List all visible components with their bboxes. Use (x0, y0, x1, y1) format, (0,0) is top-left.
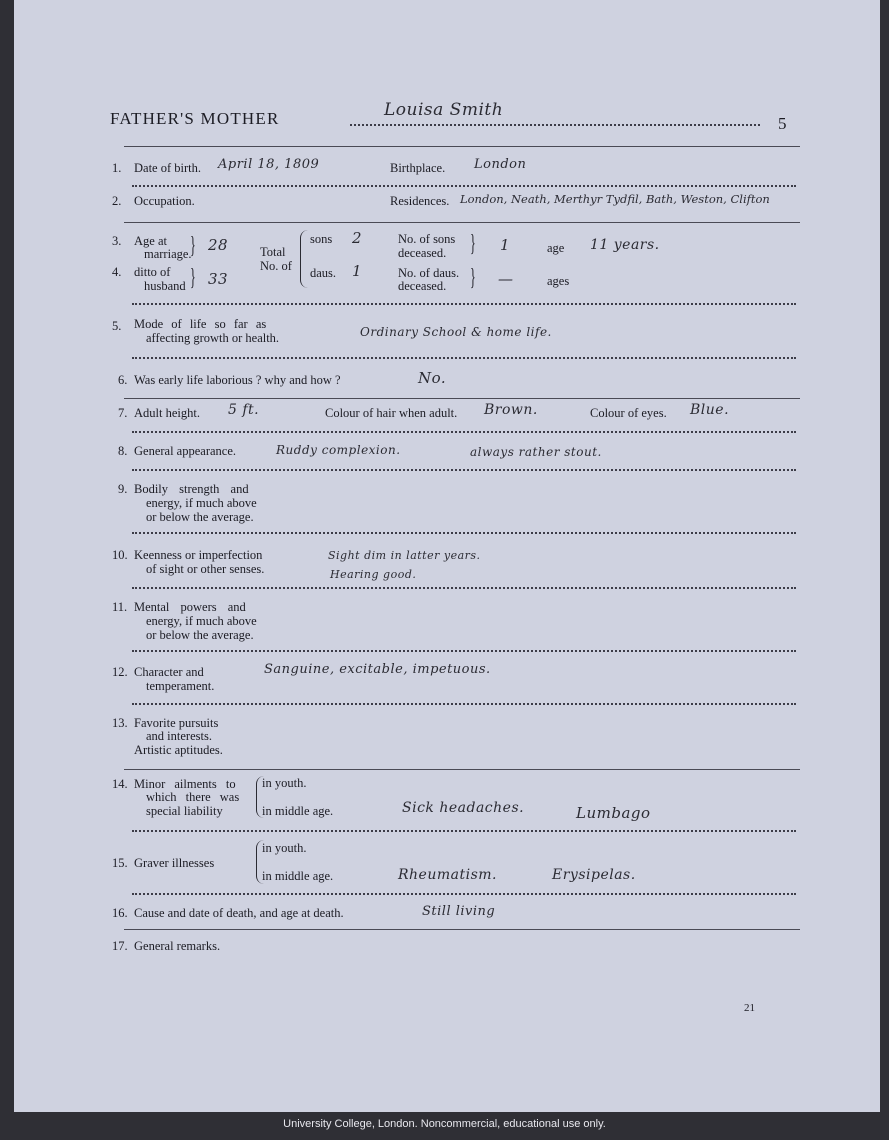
minor-ailments-value-2: Lumbago (576, 804, 651, 822)
graver-youth-label: in youth. (262, 841, 307, 855)
general-appearance-value-2: always rather stout. (470, 445, 602, 459)
row-10-number: 10. (112, 548, 128, 562)
eye-colour-value: Blue. (690, 402, 730, 418)
dotted-separator (132, 830, 796, 832)
graver-illnesses-value: Rheumatism. (398, 867, 497, 883)
bodily-strength-label-2: energy, if much above (146, 496, 257, 510)
dotted-separator (132, 587, 796, 589)
row-12-number: 12. (112, 665, 128, 679)
hair-colour-value: Brown. (484, 402, 538, 418)
row-9-number: 9. (118, 482, 128, 496)
senses-value-2: Hearing good. (330, 568, 417, 581)
husband-age-label-2: husband (144, 279, 186, 293)
general-appearance-value: Ruddy complexion. (276, 443, 401, 457)
husband-age-label: ditto of (134, 265, 171, 279)
divider (124, 769, 800, 770)
brace: } (190, 265, 196, 291)
form-title: FATHER'S MOTHER (110, 109, 280, 128)
row-1-label: Date of birth. (134, 161, 201, 175)
minor-ailments-value: Sick headaches. (402, 800, 525, 816)
sons-value: 2 (352, 229, 363, 247)
minor-youth-label: in youth. (262, 776, 307, 790)
sons-deceased-label-2: deceased. (398, 246, 447, 260)
bodily-strength-label: Bodily strength and (134, 482, 249, 496)
character-value: Sanguine, excitable, impetuous. (264, 662, 491, 677)
row-4-number: 4. (112, 265, 122, 279)
character-label-2: temperament. (146, 679, 215, 693)
age-label: age (547, 241, 565, 255)
daus-deceased-label-2: deceased. (398, 279, 447, 293)
row-5-number: 5. (112, 319, 122, 333)
graver-illnesses-label: Graver illnesses (134, 856, 215, 870)
occupation-label: Occupation. (134, 194, 195, 208)
mental-powers-label: Mental powers and (134, 600, 246, 614)
age-at-marriage-label-2: marriage. (144, 247, 192, 261)
mode-of-life-label-2: affecting growth or health. (146, 331, 280, 345)
date-of-birth-value: April 18, 1809 (218, 157, 320, 172)
dotted-separator (132, 431, 796, 433)
pursuits-label-2: and interests. (146, 729, 212, 743)
page-number: 5 (778, 114, 787, 133)
general-appearance-label: General appearance. (134, 444, 237, 458)
brace: } (190, 233, 196, 259)
subject-name: Louisa Smith (384, 100, 504, 120)
dotted-separator (132, 893, 796, 895)
minor-ailments-label-2: which there was (146, 790, 240, 804)
row-17-number: 17. (112, 939, 128, 953)
general-remarks-label: General remarks. (134, 939, 221, 953)
birthplace-value: London (474, 157, 527, 172)
footer-note: University College, London. Noncommercial, educational use only. (283, 1118, 606, 1130)
adult-height-label: Adult height. (134, 406, 200, 420)
mental-powers-label-3: or below the average. (146, 628, 254, 642)
row-14-number: 14. (112, 777, 128, 791)
adult-height-value: 5 ft. (228, 402, 260, 418)
senses-value: Sight dim in latter years. (328, 549, 481, 562)
row-1-number: 1. (112, 161, 122, 175)
residences-value: London, Neath, Merthyr Tydfil, Bath, Weston, Clifton (460, 192, 770, 206)
hair-colour-label: Colour of hair when adult. (325, 406, 458, 420)
mode-of-life-label: Mode of life so far as (134, 317, 267, 331)
row-2-number: 2. (112, 194, 122, 208)
age-at-marriage-label: Age at (134, 234, 167, 248)
pursuits-label-3: Artistic aptitudes. (134, 743, 223, 757)
husband-age-value: 33 (208, 270, 229, 288)
dotted-separator (132, 469, 796, 471)
age-value: 11 years. (590, 237, 660, 253)
minor-ailments-label-3: special liability (146, 804, 223, 818)
row-11-number: 11. (112, 600, 128, 614)
senses-label-2: of sight or other senses. (146, 562, 265, 576)
brace: } (470, 231, 476, 257)
mental-powers-label-2: energy, if much above (146, 614, 257, 628)
death-value: Still living (422, 904, 496, 919)
daus-value: 1 (352, 262, 363, 280)
minor-ailments-label: Minor ailments to (134, 777, 236, 791)
row-16-number: 16. (112, 906, 128, 920)
bodily-strength-label-3: or below the average. (146, 510, 254, 524)
no-of-label: No. of (260, 259, 292, 273)
row-6-number: 6. (118, 373, 128, 387)
dotted-separator (132, 303, 796, 305)
row-13-number: 13. (112, 716, 128, 730)
early-life-label: Was early life laborious ? why and how ? (134, 373, 341, 387)
dotted-separator (132, 650, 796, 652)
sons-deceased-value: 1 (500, 236, 511, 254)
sons-label: sons (310, 232, 333, 246)
pursuits-label: Favorite pursuits (134, 716, 219, 730)
row-7-number: 7. (118, 406, 128, 420)
form-page (14, 0, 880, 1112)
character-label: Character and (134, 665, 204, 679)
row-15-number: 15. (112, 856, 128, 870)
graver-middle-age-label: in middle age. (262, 869, 334, 883)
dotted-separator (132, 357, 796, 359)
total-label: Total (260, 245, 286, 259)
daus-deceased-label: No. of daus. (398, 266, 460, 280)
brace (300, 230, 309, 288)
ages-label: ages (547, 274, 570, 288)
daus-deceased-value: — (498, 270, 514, 288)
graver-illnesses-value-2: Erysipelas. (552, 867, 636, 883)
mode-of-life-value: Ordinary School & home life. (360, 325, 552, 339)
divider (124, 222, 800, 223)
divider (124, 929, 800, 930)
divider (124, 146, 800, 147)
sheet-number: 21 (744, 1002, 755, 1014)
minor-middle-age-label: in middle age. (262, 804, 334, 818)
death-label: Cause and date of death, and age at death. (134, 906, 344, 920)
birthplace-label: Birthplace. (390, 161, 446, 175)
early-life-value: No. (418, 369, 447, 387)
age-at-marriage-value: 28 (208, 236, 229, 254)
dotted-separator (132, 532, 796, 534)
eye-colour-label: Colour of eyes. (590, 406, 667, 420)
divider (124, 398, 800, 399)
senses-label: Keenness or imperfection (134, 548, 263, 562)
dotted-separator (132, 703, 796, 705)
row-3-number: 3. (112, 234, 122, 248)
dotted-separator (132, 185, 796, 187)
row-8-number: 8. (118, 444, 128, 458)
daus-label: daus. (310, 266, 337, 280)
brace: } (470, 265, 476, 291)
sons-deceased-label: No. of sons (398, 232, 456, 246)
residences-label: Residences. (390, 194, 450, 208)
